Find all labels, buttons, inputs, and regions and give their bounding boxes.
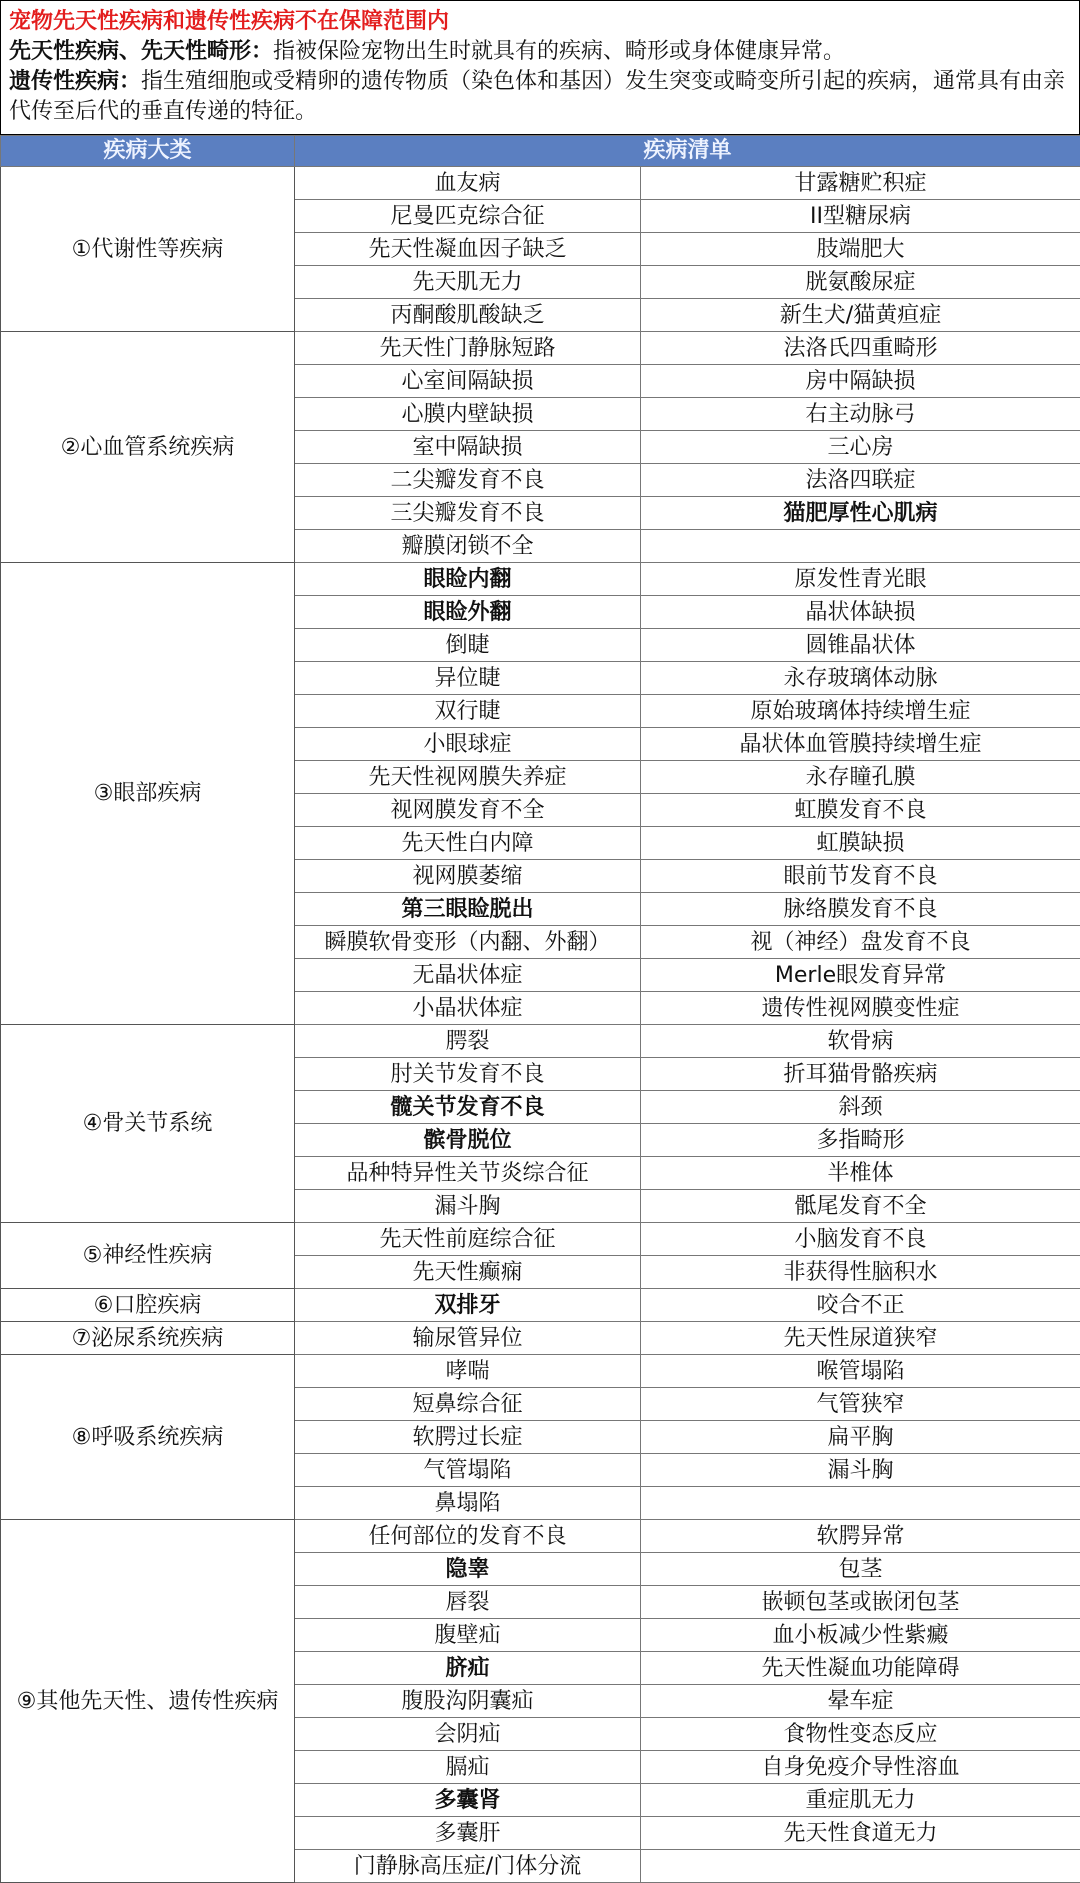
disease-cell-left: 腭裂 [295, 1025, 641, 1058]
disease-cell-left: 气管塌陷 [295, 1454, 641, 1487]
disease-cell-left: 心室间隔缺损 [295, 365, 641, 398]
disease-cell-right: 虹膜缺损 [641, 827, 1080, 860]
category-cell: ④骨关节系统 [1, 1025, 295, 1223]
disease-cell-left: 视网膜萎缩 [295, 860, 641, 893]
category-cell: ⑨其他先天性、遗传性疾病 [1, 1520, 295, 1883]
disease-cell-left: 唇裂 [295, 1586, 641, 1619]
table-row [1, 1520, 1080, 1553]
disease-cell-right [641, 1487, 1080, 1520]
disease-cell-left: 隐睾 [295, 1553, 641, 1586]
table-header-row [1, 136, 1080, 167]
disease-cell-left: 瓣膜闭锁不全 [295, 530, 641, 563]
disease-cell-left: 门静脉高压症/门体分流 [295, 1850, 641, 1883]
disease-cell-right: 圆锥晶状体 [641, 629, 1080, 662]
disease-cell-right: 多指畸形 [641, 1124, 1080, 1157]
disease-cell-left: 软腭过长症 [295, 1421, 641, 1454]
disease-cell-left: 倒睫 [295, 629, 641, 662]
disease-cell-left: 多囊肝 [295, 1817, 641, 1850]
category-cell: ②心血管系统疾病 [1, 332, 295, 563]
table-row [1, 563, 1080, 596]
definition-congenital-term: 先天性疾病、先天性畸形： [9, 39, 273, 64]
disease-cell-left: 视网膜发育不全 [295, 794, 641, 827]
disease-cell-right: 胱氨酸尿症 [641, 266, 1080, 299]
disease-cell-right: 房中隔缺损 [641, 365, 1080, 398]
disease-cell-right: 软腭异常 [641, 1520, 1080, 1553]
disease-cell-left: 眼睑内翻 [295, 563, 641, 596]
disease-cell-left: 脐疝 [295, 1652, 641, 1685]
disease-cell-left: 先天肌无力 [295, 266, 641, 299]
disease-cell-right: 遗传性视网膜变性症 [641, 992, 1080, 1025]
category-cell: ①代谢性等疾病 [1, 167, 295, 332]
disease-cell-right: 小脑发育不良 [641, 1223, 1080, 1256]
disease-cell-right: 晶状体血管膜持续增生症 [641, 728, 1080, 761]
disease-cell-right: 视（神经）盘发育不良 [641, 926, 1080, 959]
category-cell: ⑧呼吸系统疾病 [1, 1355, 295, 1520]
disease-cell-left: 无晶状体症 [295, 959, 641, 992]
disease-cell-right: 右主动脉弓 [641, 398, 1080, 431]
disease-cell-right: 脉络膜发育不良 [641, 893, 1080, 926]
disease-cell-right: 先天性凝血功能障碍 [641, 1652, 1080, 1685]
disease-cell-left: 哮喘 [295, 1355, 641, 1388]
disease-cell-right: 包茎 [641, 1553, 1080, 1586]
table-row [1, 167, 1080, 200]
category-cell: ③眼部疾病 [1, 563, 295, 1025]
disease-cell-left: 先天性凝血因子缺乏 [295, 233, 641, 266]
disease-cell-right: 自身免疫介导性溶血 [641, 1751, 1080, 1784]
disease-cell-left: 二尖瓣发育不良 [295, 464, 641, 497]
disease-cell-left: 室中隔缺损 [295, 431, 641, 464]
disease-cell-left: 短鼻综合征 [295, 1388, 641, 1421]
disease-cell-left: 尼曼匹克综合征 [295, 200, 641, 233]
header-disease-list: 疾病清单 [295, 136, 1080, 167]
category-cell: ⑤神经性疾病 [1, 1223, 295, 1289]
disease-cell-left: 先天性前庭综合征 [295, 1223, 641, 1256]
disease-cell-left: 腹壁疝 [295, 1619, 641, 1652]
table-row [1, 1355, 1080, 1388]
disease-cell-left: 髌骨脱位 [295, 1124, 641, 1157]
disease-cell-left: 心膜内壁缺损 [295, 398, 641, 431]
disease-cell-left: 多囊肾 [295, 1784, 641, 1817]
table-body [1, 167, 1080, 1883]
disease-cell-right: 永存玻璃体动脉 [641, 662, 1080, 695]
table-row [1, 332, 1080, 365]
disease-cell-left: 先天性视网膜失养症 [295, 761, 641, 794]
header-category: 疾病大类 [1, 136, 295, 167]
disease-cell-left: 会阴疝 [295, 1718, 641, 1751]
disease-cell-right: 新生犬/猫黄疸症 [641, 299, 1080, 332]
disease-cell-left: 双排牙 [295, 1289, 641, 1322]
disease-cell-left: 双行睫 [295, 695, 641, 728]
disease-cell-left: 膈疝 [295, 1751, 641, 1784]
disease-cell-left: 异位睫 [295, 662, 641, 695]
disease-cell-right: 甘露糖贮积症 [641, 167, 1080, 200]
disease-cell-right: 气管狭窄 [641, 1388, 1080, 1421]
disease-cell-right: 眼前节发育不良 [641, 860, 1080, 893]
disease-cell-right: 虹膜发育不良 [641, 794, 1080, 827]
disease-cell-right [641, 530, 1080, 563]
definition-hereditary [9, 67, 1071, 127]
disease-cell-right: 法洛氏四重畸形 [641, 332, 1080, 365]
disease-cell-right: 先天性食道无力 [641, 1817, 1080, 1850]
disease-cell-left: 腹股沟阴囊疝 [295, 1685, 641, 1718]
disease-cell-left: 输尿管异位 [295, 1322, 641, 1355]
disease-cell-right: 晕车症 [641, 1685, 1080, 1718]
disease-cell-right: 扁平胸 [641, 1421, 1080, 1454]
disease-cell-left: 髋关节发育不良 [295, 1091, 641, 1124]
disease-cell-right: 非获得性脑积水 [641, 1256, 1080, 1289]
disease-cell-left: 小晶状体症 [295, 992, 641, 1025]
disease-cell-right: 晶状体缺损 [641, 596, 1080, 629]
disease-cell-left: 先天性癫痫 [295, 1256, 641, 1289]
disease-cell-left: 丙酮酸肌酸缺乏 [295, 299, 641, 332]
disease-table [0, 135, 1080, 1883]
table-row [1, 1289, 1080, 1322]
definition-congenital [9, 37, 1071, 67]
disease-cell-right: 骶尾发育不全 [641, 1190, 1080, 1223]
disease-cell-right: 猫肥厚性心肌病 [641, 497, 1080, 530]
disease-cell-right: 食物性变态反应 [641, 1718, 1080, 1751]
table-row [1, 1322, 1080, 1355]
disease-cell-right: II型糖尿病 [641, 200, 1080, 233]
disease-cell-right: 血小板减少性紫癜 [641, 1619, 1080, 1652]
disease-cell-left: 血友病 [295, 167, 641, 200]
disease-cell-left: 眼睑外翻 [295, 596, 641, 629]
disease-cell-right: Merle眼发育异常 [641, 959, 1080, 992]
disease-cell-right: 原始玻璃体持续增生症 [641, 695, 1080, 728]
disease-cell-right: 重症肌无力 [641, 1784, 1080, 1817]
disease-cell-left: 肘关节发育不良 [295, 1058, 641, 1091]
definition-congenital-text: 指被保险宠物出生时就具有的疾病、畸形或身体健康异常。 [273, 39, 845, 64]
disease-cell-left: 漏斗胸 [295, 1190, 641, 1223]
notice-box [0, 0, 1080, 135]
disease-cell-right: 三心房 [641, 431, 1080, 464]
disease-cell-right: 喉管塌陷 [641, 1355, 1080, 1388]
disease-cell-right: 咬合不正 [641, 1289, 1080, 1322]
definition-hereditary-text: 指生殖细胞或受精卵的遗传物质（染色体和基因）发生突变或畸变所引起的疾病，通常具有由亲代传至后代的垂直传递的特征。 [9, 69, 1065, 124]
disease-cell-right: 先天性尿道狭窄 [641, 1322, 1080, 1355]
disease-cell-right: 肢端肥大 [641, 233, 1080, 266]
disease-cell-left: 瞬膜软骨变形（内翻、外翻） [295, 926, 641, 959]
disease-cell-right [641, 1850, 1080, 1883]
table-row [1, 1025, 1080, 1058]
disease-cell-right: 法洛四联症 [641, 464, 1080, 497]
definition-hereditary-term: 遗传性疾病： [9, 69, 141, 94]
disease-cell-right: 斜颈 [641, 1091, 1080, 1124]
disease-cell-right: 永存瞳孔膜 [641, 761, 1080, 794]
disease-cell-left: 三尖瓣发育不良 [295, 497, 641, 530]
disease-cell-left: 先天性白内障 [295, 827, 641, 860]
disease-cell-right: 软骨病 [641, 1025, 1080, 1058]
category-cell: ⑦泌尿系统疾病 [1, 1322, 295, 1355]
disease-cell-left: 品种特异性关节炎综合征 [295, 1157, 641, 1190]
table-row [1, 1223, 1080, 1256]
disease-cell-right: 半椎体 [641, 1157, 1080, 1190]
disease-cell-right: 折耳猫骨骼疾病 [641, 1058, 1080, 1091]
notice-title: 宠物先天性疾病和遗传性疾病不在保障范围内 [9, 7, 1071, 37]
disease-cell-right: 漏斗胸 [641, 1454, 1080, 1487]
disease-cell-left: 小眼球症 [295, 728, 641, 761]
disease-cell-left: 第三眼睑脱出 [295, 893, 641, 926]
disease-cell-right: 嵌顿包茎或嵌闭包茎 [641, 1586, 1080, 1619]
category-cell: ⑥口腔疾病 [1, 1289, 295, 1322]
disease-cell-left: 鼻塌陷 [295, 1487, 641, 1520]
disease-cell-right: 原发性青光眼 [641, 563, 1080, 596]
disease-cell-left: 任何部位的发育不良 [295, 1520, 641, 1553]
disease-cell-left: 先天性门静脉短路 [295, 332, 641, 365]
